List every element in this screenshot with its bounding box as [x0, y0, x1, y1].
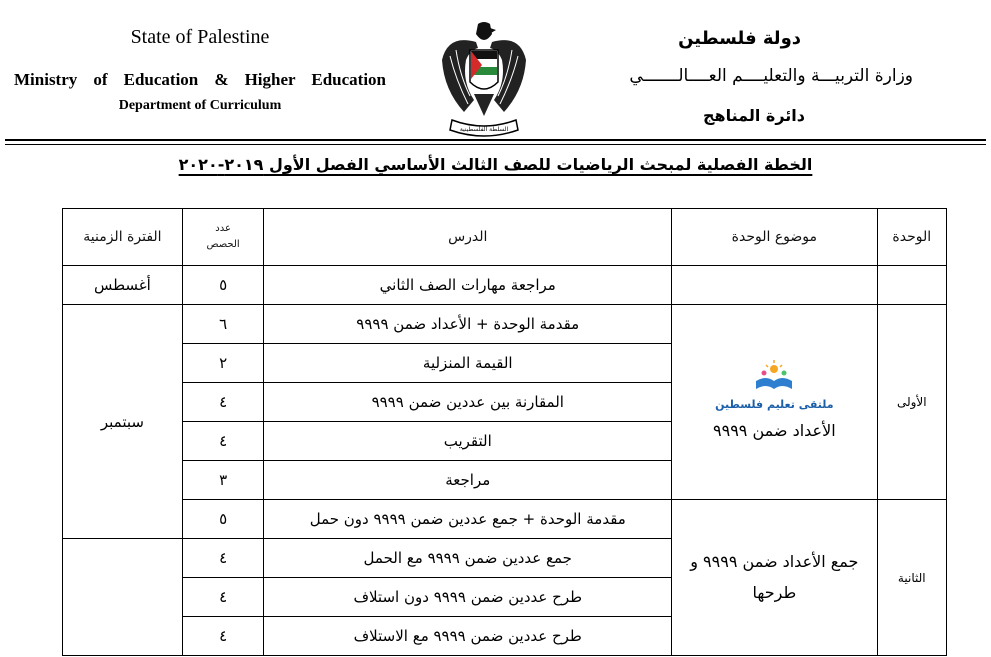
- period-cell: أغسطس: [63, 266, 183, 305]
- review-topic-cell: [672, 266, 877, 305]
- arabic-header: [571, 0, 991, 140]
- table-row: [63, 266, 947, 305]
- unit-cell: الأولى: [877, 305, 946, 500]
- table-row: [63, 305, 947, 344]
- logo-text: ملتقى تعليم فلسطين: [715, 398, 834, 412]
- ar-department-name: دائرة المناهج: [702, 106, 805, 125]
- header-count: [182, 209, 264, 266]
- header-count-line2: الحصص: [206, 239, 240, 250]
- lesson-cell: مقدمة الوحدة + جمع عددين ضمن ٩٩٩٩ دون حمل: [264, 500, 672, 539]
- period-cell-september: سبتمبر: [63, 305, 183, 539]
- table-header-row: [63, 209, 947, 266]
- site-logo: [672, 357, 876, 416]
- lesson-cell: المقارنة بين عددين ضمن ٩٩٩٩: [264, 383, 672, 422]
- emblem-caption: السلطة الفلسطينية: [459, 126, 509, 133]
- document-title-text: الخطة الفصلية لمبحث الرياضيات للصف الثالث الأساسي الفصل الأول ٢٠١٩-٢٠٢٠: [178, 155, 813, 174]
- en-department-name: Department of Curriculum: [118, 98, 282, 113]
- header-divider-thick: [5, 139, 986, 141]
- lesson-cell: القيمة المنزلية: [264, 344, 672, 383]
- lesson-cell: مقدمة الوحدة + الأعداد ضمن ٩٩٩٩: [264, 305, 672, 344]
- review-unit-cell: [877, 266, 946, 305]
- english-header: [0, 0, 400, 140]
- ar-state-name: دولة فلسطين: [678, 28, 801, 49]
- open-book-logo-icon: [752, 357, 796, 393]
- en-ministry-name: Ministry of Education & Higher Education: [14, 70, 386, 89]
- count-cell: ٣: [182, 461, 264, 500]
- topic-cell: [672, 305, 877, 500]
- ar-ministry-name: وزارة التربيـــة والتعليــــم العــــالـــــــي: [629, 66, 913, 86]
- lesson-cell: طرح عددين ضمن ٩٩٩٩ دون استلاف: [264, 578, 672, 617]
- document-title: [0, 155, 991, 174]
- count-cell: ٤: [182, 578, 264, 617]
- count-cell: ٤: [182, 539, 264, 578]
- palestine-eagle-emblem-icon: [438, 20, 530, 138]
- header-topic: موضوع الوحدة: [672, 209, 877, 266]
- header-lesson: الدرس: [264, 209, 672, 266]
- lesson-cell: طرح عددين ضمن ٩٩٩٩ مع الاستلاف: [264, 617, 672, 656]
- topic-cell: جمع الأعداد ضمن ٩٩٩٩ و طرحها: [672, 500, 877, 656]
- header-unit: الوحدة: [877, 209, 946, 266]
- header-count-line1: عدد: [215, 223, 231, 234]
- header-period: الفترة الزمنية: [63, 209, 183, 266]
- semester-plan-table: [62, 208, 947, 656]
- unit-cell: الثانية: [877, 500, 946, 656]
- period-cell-next: [63, 539, 183, 656]
- header-divider-thin: [5, 144, 986, 145]
- topic-text: الأعداد ضمن ٩٩٩٩: [713, 421, 836, 441]
- count-cell: ٢: [182, 344, 264, 383]
- table-row: [63, 500, 947, 539]
- count-cell: ٦: [182, 305, 264, 344]
- count-cell: ٤: [182, 383, 264, 422]
- lesson-cell: التقريب: [264, 422, 672, 461]
- lesson-cell: مراجعة مهارات الصف الثاني: [264, 266, 672, 305]
- count-cell: ٤: [182, 422, 264, 461]
- en-state-name: State of Palestine: [130, 26, 270, 48]
- lesson-cell: مراجعة: [264, 461, 672, 500]
- count-cell: ٥: [182, 266, 264, 305]
- count-cell: ٥: [182, 500, 264, 539]
- lesson-cell: جمع عددين ضمن ٩٩٩٩ مع الحمل: [264, 539, 672, 578]
- count-cell: ٤: [182, 617, 264, 656]
